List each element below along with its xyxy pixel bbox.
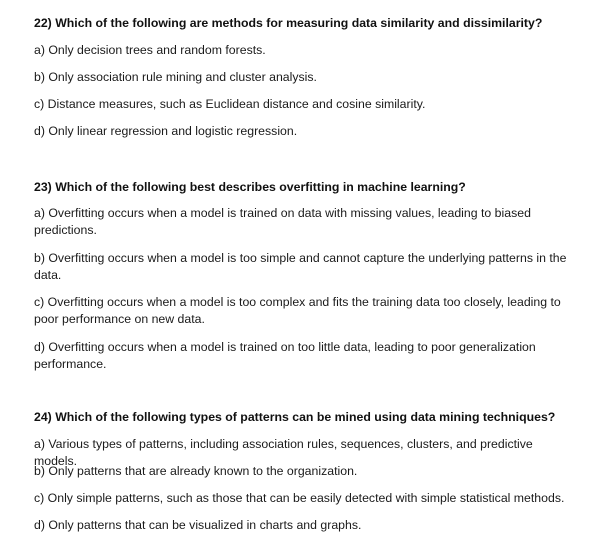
question-22-option-d: d) Only linear regression and logistic regression. [34, 124, 298, 138]
question-24-option-d: d) Only patterns that can be visualized in charts and graphs. [34, 518, 362, 532]
question-24-title: 24) Which of the following types of patterns can be mined using data mining techniques? [34, 410, 556, 424]
question-22-option-c: c) Distance measures, such as Euclidean distance and cosine similarity. [34, 97, 426, 111]
question-23-title: 23) Which of the following best describes overfitting in machine learning? [34, 180, 466, 194]
question-24-option-b: b) Only patterns that are already known to the organization. [34, 464, 358, 478]
question-24-option-a: a) Various types of patterns, including association rules, sequences, clusters, and predictive models. [34, 437, 533, 468]
question-23-option-c: c) Overfitting occurs when a model is too complex and fits the training data too closely, leading to poor performance on new data. [34, 295, 561, 326]
question-23-option-a: a) Overfitting occurs when a model is trained on data with missing values, leading to biased predictions. [34, 206, 531, 237]
question-22-title: 22) Which of the following are methods for measuring data similarity and dissimilarity? [34, 16, 543, 30]
question-22-option-a: a) Only decision trees and random forests. [34, 43, 266, 57]
question-23-option-b: b) Overfitting occurs when a model is too simple and cannot capture the underlying patterns in the data. [34, 251, 567, 282]
question-23-option-d: d) Overfitting occurs when a model is trained on too little data, leading to poor generalization performance. [34, 340, 536, 371]
question-24-option-c: c) Only simple patterns, such as those that can be easily detected with simple statistical methods. [34, 491, 565, 505]
question-22-option-b: b) Only association rule mining and cluster analysis. [34, 70, 317, 84]
